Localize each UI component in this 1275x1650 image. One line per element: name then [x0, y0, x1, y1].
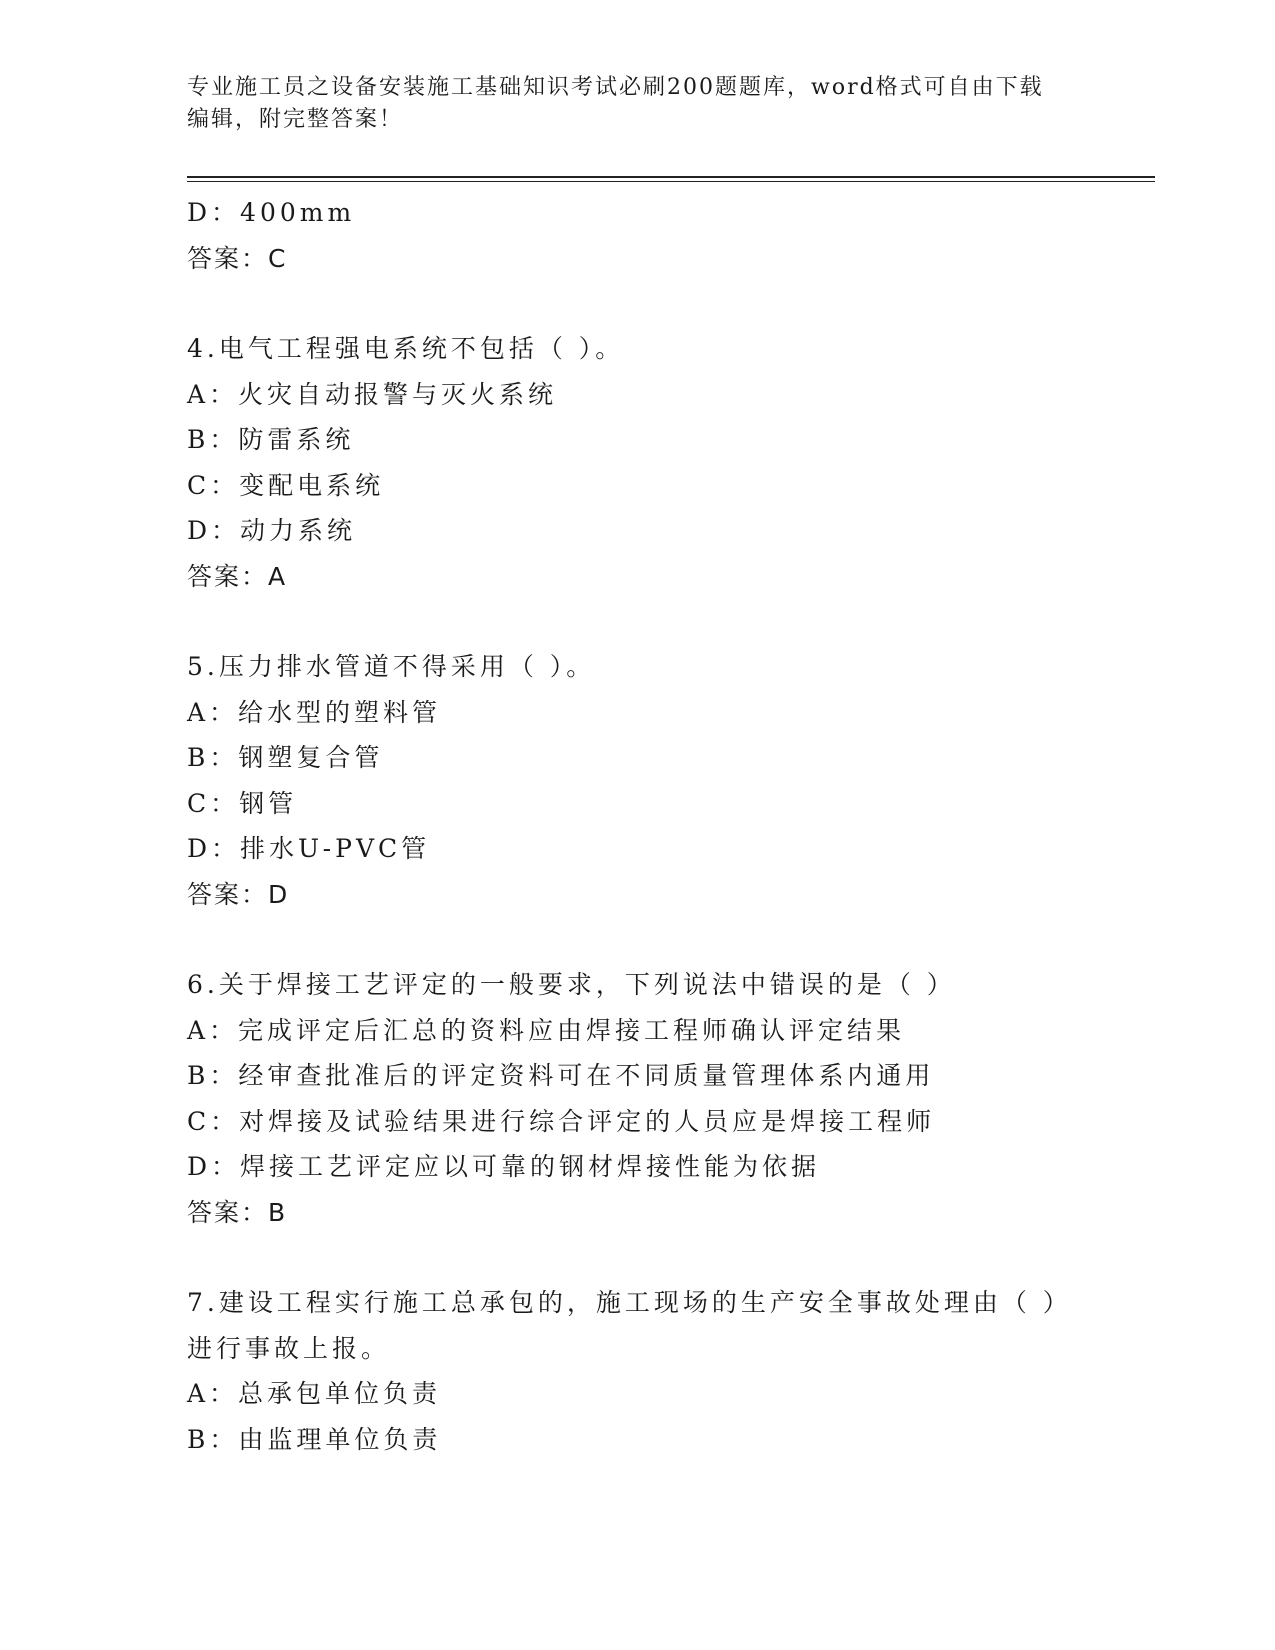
question-6	[187, 962, 1087, 1235]
answer-line: 答案：B	[187, 1197, 288, 1227]
option-d: D：400mm	[187, 198, 356, 227]
option-a: A：完成评定后汇总的资料应由焊接工程师确认评定结果	[187, 1015, 906, 1045]
question-stem: 5.压力排水管道不得采用（ ）。	[187, 652, 596, 681]
option-c: C：对焊接及试验结果进行综合评定的人员应是焊接工程师	[187, 1106, 936, 1136]
answer-line: 答案：C	[187, 243, 288, 273]
header-divider-thin	[187, 181, 1155, 182]
question-stem-line2: 进行事故上报。	[187, 1333, 391, 1363]
option-b: B：防雷系统	[187, 425, 355, 454]
option-d: D：焊接工艺评定应以可靠的钢材焊接性能为依据	[187, 1152, 821, 1181]
option-c: C：变配电系统	[187, 470, 385, 500]
option-b: B：钢塑复合管	[187, 743, 384, 772]
question-7	[187, 1280, 1087, 1462]
question-4	[187, 326, 1087, 599]
document-header	[187, 72, 1067, 136]
header-divider-thick	[187, 176, 1155, 178]
document-body	[187, 190, 1087, 1462]
option-a: A：火灾自动报警与灭火系统	[187, 379, 558, 409]
option-a: A：给水型的塑料管	[187, 697, 442, 727]
answer-line: 答案：D	[187, 879, 290, 909]
question-stem: 4.电气工程强电系统不包括（ ）。	[187, 334, 625, 363]
question-stem: 6.关于焊接工艺评定的一般要求，下列说法中错误的是（ ）	[187, 970, 956, 999]
option-a: A：总承包单位负责	[187, 1379, 442, 1408]
header-title-line2: 编辑，附完整答案！	[187, 107, 404, 132]
question-5	[187, 644, 1087, 917]
option-d: D：动力系统	[187, 516, 357, 545]
option-b: B：经审查批准后的评定资料可在不同质量管理体系内通用	[187, 1061, 935, 1090]
option-b: B：由监理单位负责	[187, 1424, 442, 1454]
header-title-line1: 专业施工员之设备安装施工基础知识考试必刷200题题库，word格式可自由下载	[187, 75, 1044, 100]
answer-line: 答案：A	[187, 561, 288, 591]
option-d: D：排水U-PVC管	[187, 834, 431, 863]
question-stem-line1: 7.建设工程实行施工总承包的，施工现场的生产安全事故处理由（ ）	[187, 1288, 1072, 1317]
option-c: C：钢管	[187, 788, 298, 818]
